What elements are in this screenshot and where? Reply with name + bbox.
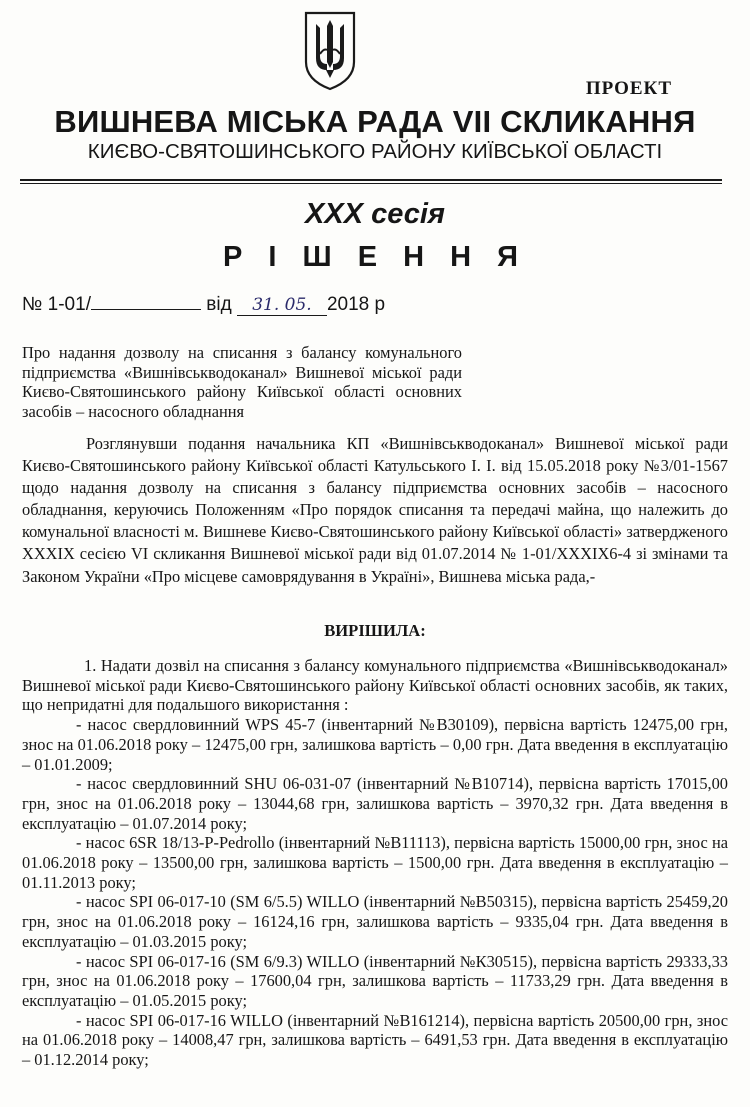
pump-item: - насос свердловинний WPS 45-7 (інвентарний №В30109), первісна вартість 12475,00 грн, знос на 01.06.2018 року – 12475,00 грн, залишкова вартість – 0,00 грн. Дата введення в експлуатацію – 01.01.2009;: [22, 715, 728, 774]
pump-item: - насос SPI 06-017-16 (SM 6/9.3) WILLO (інвентарний №К30515), первісна вартість 29333,33 грн, знос на 01.06.2018 року – 17600,04 грн, залишкова вартість – 11733,29 грн. Дата введення в експлуатацію – 01.05.2015 року;: [22, 951, 728, 1010]
pump-item: - насос SPI 06-017-16 WILLO (інвентарний №В161214), первісна вартість 20500,00 грн, знос на 01.06.2018 року – 14008,47 грн, залишкова вартість – 6491,53 грн. Дата введення в експлуатацію – 01.12.2014 року;: [22, 1010, 728, 1070]
date-from-label: від: [206, 294, 232, 315]
pump-item: - насос 6SR 18/13-P-Pedrollo (інвентарний №В11113), первісна вартість 15000,00 грн, знос на 01.06.2018 року – 13500,00 грн, залишкова вартість – 1500,00 грн. Дата введення в експлуатацію – 01.11.2013 року;: [22, 833, 728, 892]
council-name: ВИШНЕВА МІСЬКА РАДА VII СКЛИКАННЯ: [54, 104, 696, 139]
handwritten-date: 31. 05.: [237, 295, 327, 316]
header-divider-thin: [20, 183, 722, 184]
header-divider-thick: [20, 179, 722, 181]
date-year: 2018 р: [326, 294, 386, 315]
pump-item: - насос свердловинний SHU 06-031-07 (інвентарний №В10714), первісна вартість 17015,00 грн, знос на 01.06.2018 року – 13044,68 грн, залишкова вартість – 3970,32 грн. Дата введення в експлуатацію – 01.07.2014 року;: [22, 774, 728, 833]
document-type-title: Р І Ш Е Н Н Я: [223, 241, 527, 273]
district-name: КИЄВО-СВЯТОШИНСЬКОГО РАЙОНУ КИЇВСЬКОЇ ОБЛАСТІ: [87, 140, 663, 163]
number-blank: [91, 293, 201, 310]
preamble-text: Розглянувши подання начальника КП «Вишнівськводоканал» Вишневої міської ради Києво-Святошинського району Київської області Катульського І. І. від 15.05.2018 року №3/01-1567 щодо надання дозволу на списання з балансу підприємства основних засобів – насосного обладнання, керуючись Положенням «Про порядок списання та передачі майна, що належить до комунальної власності м. Вишневе Києво-Святошинського району Київської області» затвердженого XXXIX сесією VI скликання Вишневої міської ради від 01.07.2014 № 1-01/XXXIX6-4 зі змінами та Законом України «Про місцеве самоврядування в Україні», Вишнева міська рада,-: [22, 434, 728, 586]
decision-subject: Про надання дозволу на списання з балансу комунального підприємства «Вишнівськводоканал» Вишневої міської ради Києво-Святошинського району Київської області основних засобів – насосного обладнання: [22, 343, 462, 421]
number-prefix: № 1-01/: [22, 294, 91, 315]
session-title: XXX сесія: [305, 198, 445, 230]
pump-item: - насос SPI 06-017-10 (SM 6/5.5) WILLO (інвентарний №В50315), первісна вартість 25459,20 грн, знос на 01.06.2018 року – 16124,16 грн, залишкова вартість – 9335,04 грн. Дата введення в експлуатацію – 01.03.2015 року;: [22, 892, 728, 951]
resolved-heading: ВИРІШИЛА:: [324, 621, 426, 640]
decision-body: [22, 656, 728, 1070]
decision-number-line: [22, 293, 385, 316]
trident-emblem-icon: [302, 10, 358, 92]
draft-label: ПРОЕКТ: [585, 78, 672, 99]
preamble: [22, 433, 728, 588]
decision-point-1: 1. Надати дозвіл на списання з балансу комунального підприємства «Вишнівськводоканал» Вишневої міської ради Києво-Святошинського району Київської області основних засобів, як таких, що непридатні для подальшого використання :: [22, 656, 728, 715]
